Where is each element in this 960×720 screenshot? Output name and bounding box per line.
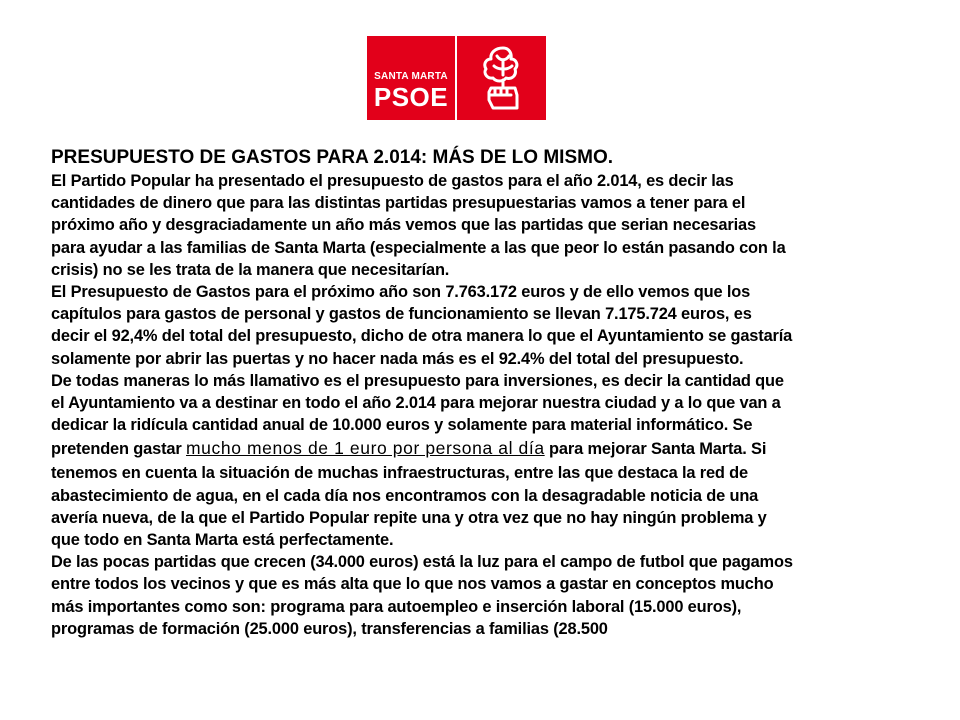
paragraph-line: entre todos los vecinos y que es más alta que lo que nos vamos a gastar en conceptos mucho	[51, 575, 774, 594]
paragraph-line: para ayudar a las familias de Santa Marta (especialmente a las que peor lo están pasando con la	[51, 238, 786, 257]
paragraph-line: próximo año y desgraciadamente un año más vemos que las partidas que serian necesarias	[51, 216, 756, 235]
logo-divider	[455, 36, 457, 120]
line-text-after: para mejorar Santa Marta. Si	[544, 440, 767, 459]
article-body	[51, 170, 921, 640]
article-title: PRESUPUESTO DE GASTOS PARA 2.014: MÁS DE LO MISMO.	[51, 147, 614, 168]
paragraph-line: solamente por abrir las puertas y no hacer nada más es el 92.4% del total del presupuesto.	[51, 349, 744, 368]
paragraph-line: El Partido Popular ha presentado el presupuesto de gastos para el año 2.014, es decir las	[51, 172, 734, 190]
paragraph-line: avería nueva, de la que el Partido Popular repite una y otra vez que no hay ningún problema y	[51, 508, 767, 527]
paragraph-line: crisis) no se les trata de la manera que necesitarían.	[51, 260, 450, 279]
paragraph-line: decir el 92,4% del total del presupuesto, dicho de otra manera lo que el Ayuntamiento se gastaría	[51, 327, 793, 346]
logo-subtitle: SANTA MARTA	[374, 71, 448, 82]
paragraph-line: que todo en Santa Marta está perfectamente.	[51, 531, 394, 550]
paragraph-line: El Presupuesto de Gastos para el próximo año son 7.763.172 euros y de ello vemos que los	[51, 283, 751, 302]
psoe-logo	[367, 36, 546, 120]
paragraph-line: el Ayuntamiento va a destinar en todo el año 2.014 para mejorar nuestra ciudad y a lo que van a	[51, 394, 781, 413]
highlighted-phrase: mucho menos de 1 euro por persona al día	[186, 438, 545, 459]
paragraph-line: abastecimiento de agua, en el cada día nos encontramos con la desagradable noticia de una	[51, 486, 759, 505]
line-text-before: pretenden gastar	[51, 440, 186, 459]
paragraph-line: cantidades de dinero que para las distintas partidas presupuestarias vamos a tener para el	[51, 194, 746, 213]
paragraph-line: De las pocas partidas que crecen (34.000 euros) está la luz para el campo de futbol que pagamos	[51, 553, 793, 572]
logo-name: PSOE	[373, 82, 449, 112]
paragraph-line: capítulos para gastos de personal y gastos de funcionamiento se llevan 7.175.724 euros, es	[51, 305, 752, 324]
paragraph-line: más importantes como son: programa para autoempleo e inserción laboral (15.000 euros),	[51, 597, 742, 616]
paragraph-line-highlighted	[51, 436, 921, 462]
fist-and-rose-icon	[467, 42, 539, 114]
paragraph-line: tenemos en cuenta la situación de muchas infraestructuras, entre las que destaca la red de	[51, 464, 749, 483]
logo-text-block	[367, 36, 455, 120]
article	[51, 146, 921, 640]
paragraph-line: De todas maneras lo más llamativo es el presupuesto para inversiones, es decir la cantidad que	[51, 371, 784, 390]
paragraph-line: dedicar la ridícula cantidad anual de 10.000 euros y solamente para material informático. Se	[51, 416, 753, 435]
paragraph-line: programas de formación (25.000 euros), transferencias a familias (28.500	[51, 619, 608, 638]
